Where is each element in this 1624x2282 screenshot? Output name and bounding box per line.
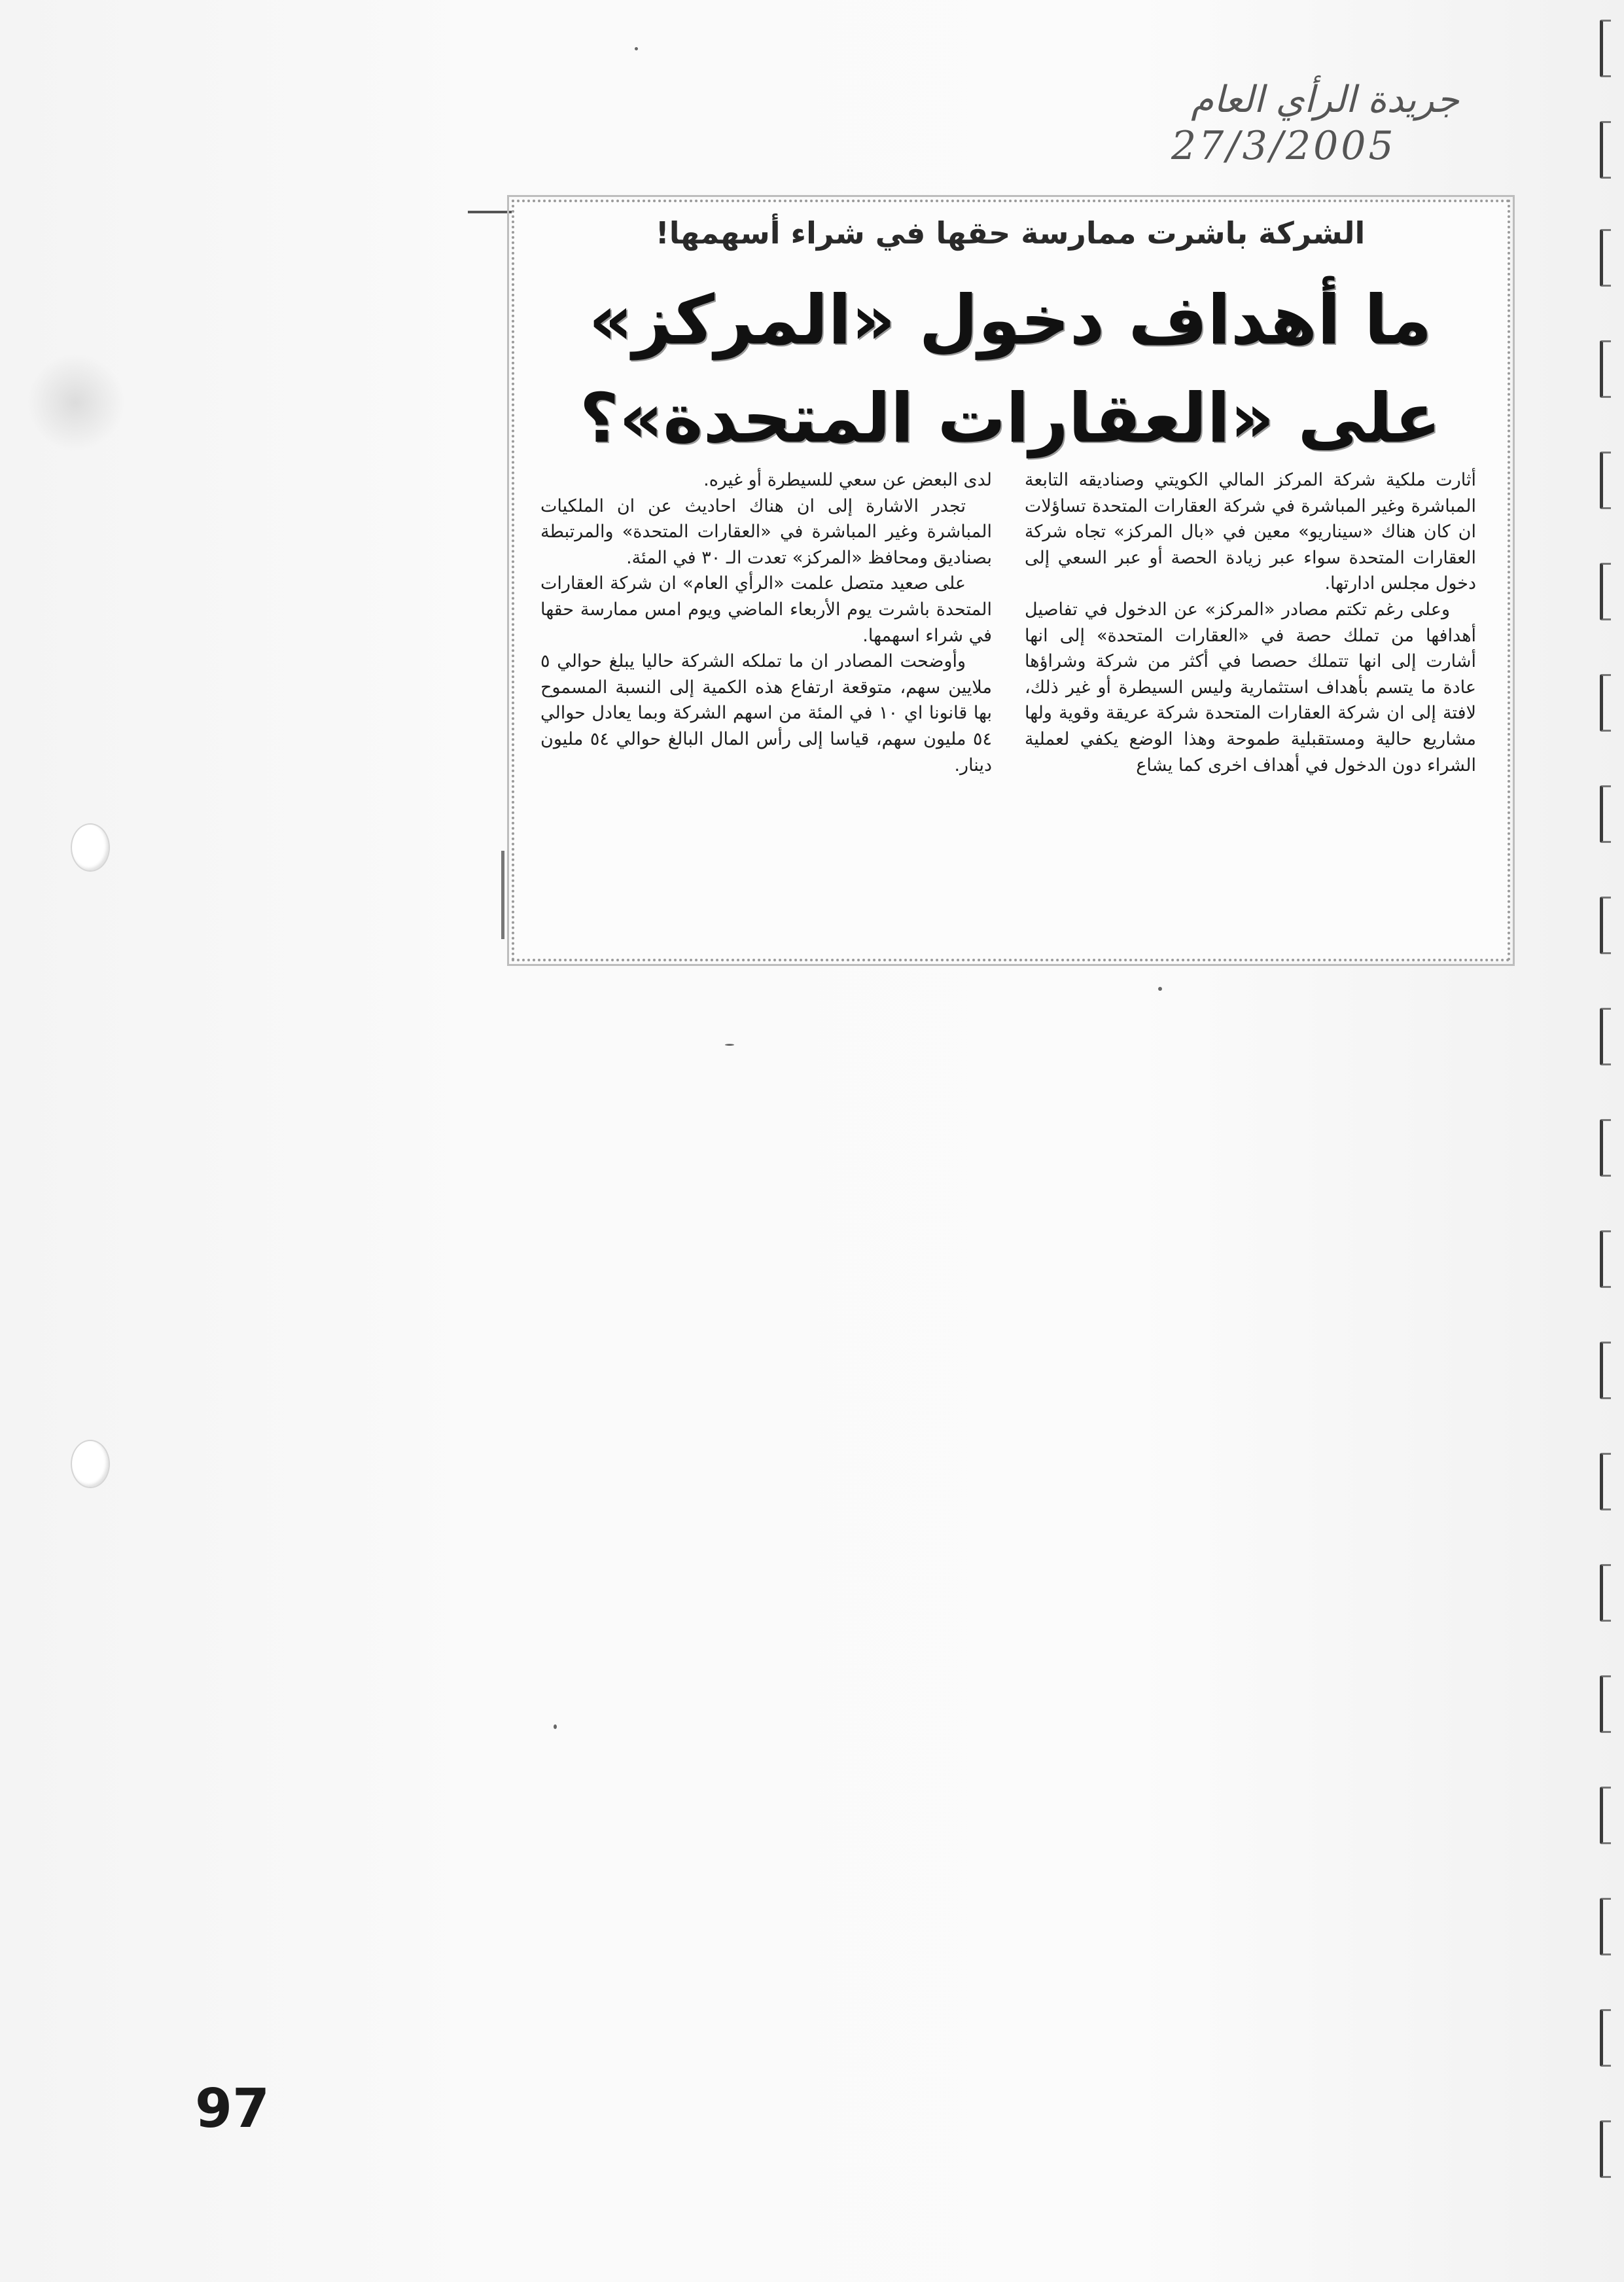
scan-speck <box>635 47 638 50</box>
paragraph: وعلى رغم تكتم مصادر «المركز» عن الدخول في تفاصيل أهدافها من تملك حصة في «العقارات المتحدة» إلى انها أشارت إلى انها تتملك حصصا في أكثر من شركة وشراؤها عادة ما يتسم بأهداف استثمارية وليس السيطرة أو غير ذلك، لافتة إلى ان شركة العقارات المتحدة شركة عريقة وقوية ولها مشاريع حالية ومستقبلية طموحة وهذا الوضع يكفي لعملية الشراء دون الدخول في أهداف اخرى كما يشاع <box>1025 599 1476 776</box>
article-kicker: الشركة باشرت ممارسة حقها في شراء أسهمها! <box>655 215 1366 251</box>
paragraph: أثارت ملكية شركة المركز المالي الكويتي وصناديقه التابعة المباشرة وغير المباشرة في شركة العقارات المتحدة تساؤلات ان كان هناك «سيناريو» معين في «بال المركز» تجاه شركة العقارات المتحدة سواء عبر زيادة الحصة أو عبر السعي إلى دخول مجلس ادارتها. <box>1025 470 1476 594</box>
binder-tick <box>1600 1898 1611 1955</box>
newspaper-clipping <box>512 200 1510 961</box>
binder-tick <box>1600 1564 1611 1622</box>
handwritten-source: جريدة الرأي العام <box>1191 79 1459 121</box>
binder-tick <box>1600 674 1611 732</box>
handwritten-date: 27/3/2005 <box>1171 123 1396 169</box>
scan-speck <box>554 1724 557 1729</box>
clipping-rule <box>501 851 504 939</box>
binder-tick <box>1600 1008 1611 1065</box>
binder-tick <box>1600 1453 1611 1510</box>
binder-tick <box>1600 121 1611 179</box>
binder-tick <box>1600 1230 1611 1288</box>
headline-line-1: ما أهداف دخول «المركز» <box>588 280 1432 360</box>
binder-edge <box>1578 0 1624 2282</box>
scan-speck <box>725 1044 734 1046</box>
binder-tick <box>1600 1342 1611 1399</box>
paragraph: لدى البعض عن سعي للسيطرة أو غيره. <box>703 470 992 490</box>
paragraph: تجدر الاشارة إلى ان هناك احاديث عن ان الملكيات المباشرة وغير المباشرة في «العقارات المتحدة» والمرتبطة بصناديق ومحافظ «المركز» تعدت الـ ٣٠ في المئة. <box>540 495 992 568</box>
binder-tick <box>1600 1787 1611 1844</box>
paragraph: على صعيد متصل علمت «الرأي العام» ان شركة العقارات المتحدة باشرت يوم الأربعاء الماضي ويوم امس ممارسة حقها في شراء اسهمها. <box>540 573 992 646</box>
paragraph: وأوضحت المصادر ان ما تملكه الشركة حاليا يبلغ حوالي ٥ ملايين سهم، متوقعة ارتفاع هذه الكمية إلى النسبة المسموح بها قانونا اي ١٠ في المئة من اسهم الشركة وبما يعادل حوالي ٥٤ مليون سهم، قياسا إلى رأس المال البالغ حوالي ٥٤ مليون دينار. <box>540 651 993 776</box>
article-column-right <box>1025 467 1476 938</box>
binder-tick <box>1600 340 1611 398</box>
handwritten-note <box>1165 79 1479 183</box>
binder-tick <box>1600 1119 1611 1177</box>
binder-tick <box>1600 1675 1611 1733</box>
binder-tick <box>1600 785 1611 843</box>
binder-tick <box>1600 452 1611 509</box>
binder-tick <box>1600 229 1611 287</box>
binder-tick <box>1600 2120 1611 2178</box>
headline-line-2: على «العقارات المتحدة»؟ <box>579 378 1441 458</box>
scan-smudge <box>26 353 124 452</box>
punch-hole-bottom <box>71 1440 110 1488</box>
page-number: 97 <box>195 2078 270 2140</box>
punch-hole-top <box>71 823 110 872</box>
binder-tick <box>1600 563 1611 620</box>
binder-tick <box>1600 2009 1611 2067</box>
binder-tick <box>1600 897 1611 954</box>
article-column-left <box>540 467 992 938</box>
article-headline <box>533 271 1488 467</box>
article-body <box>540 467 1476 938</box>
binder-tick <box>1600 20 1611 77</box>
scan-speck <box>1158 987 1162 991</box>
